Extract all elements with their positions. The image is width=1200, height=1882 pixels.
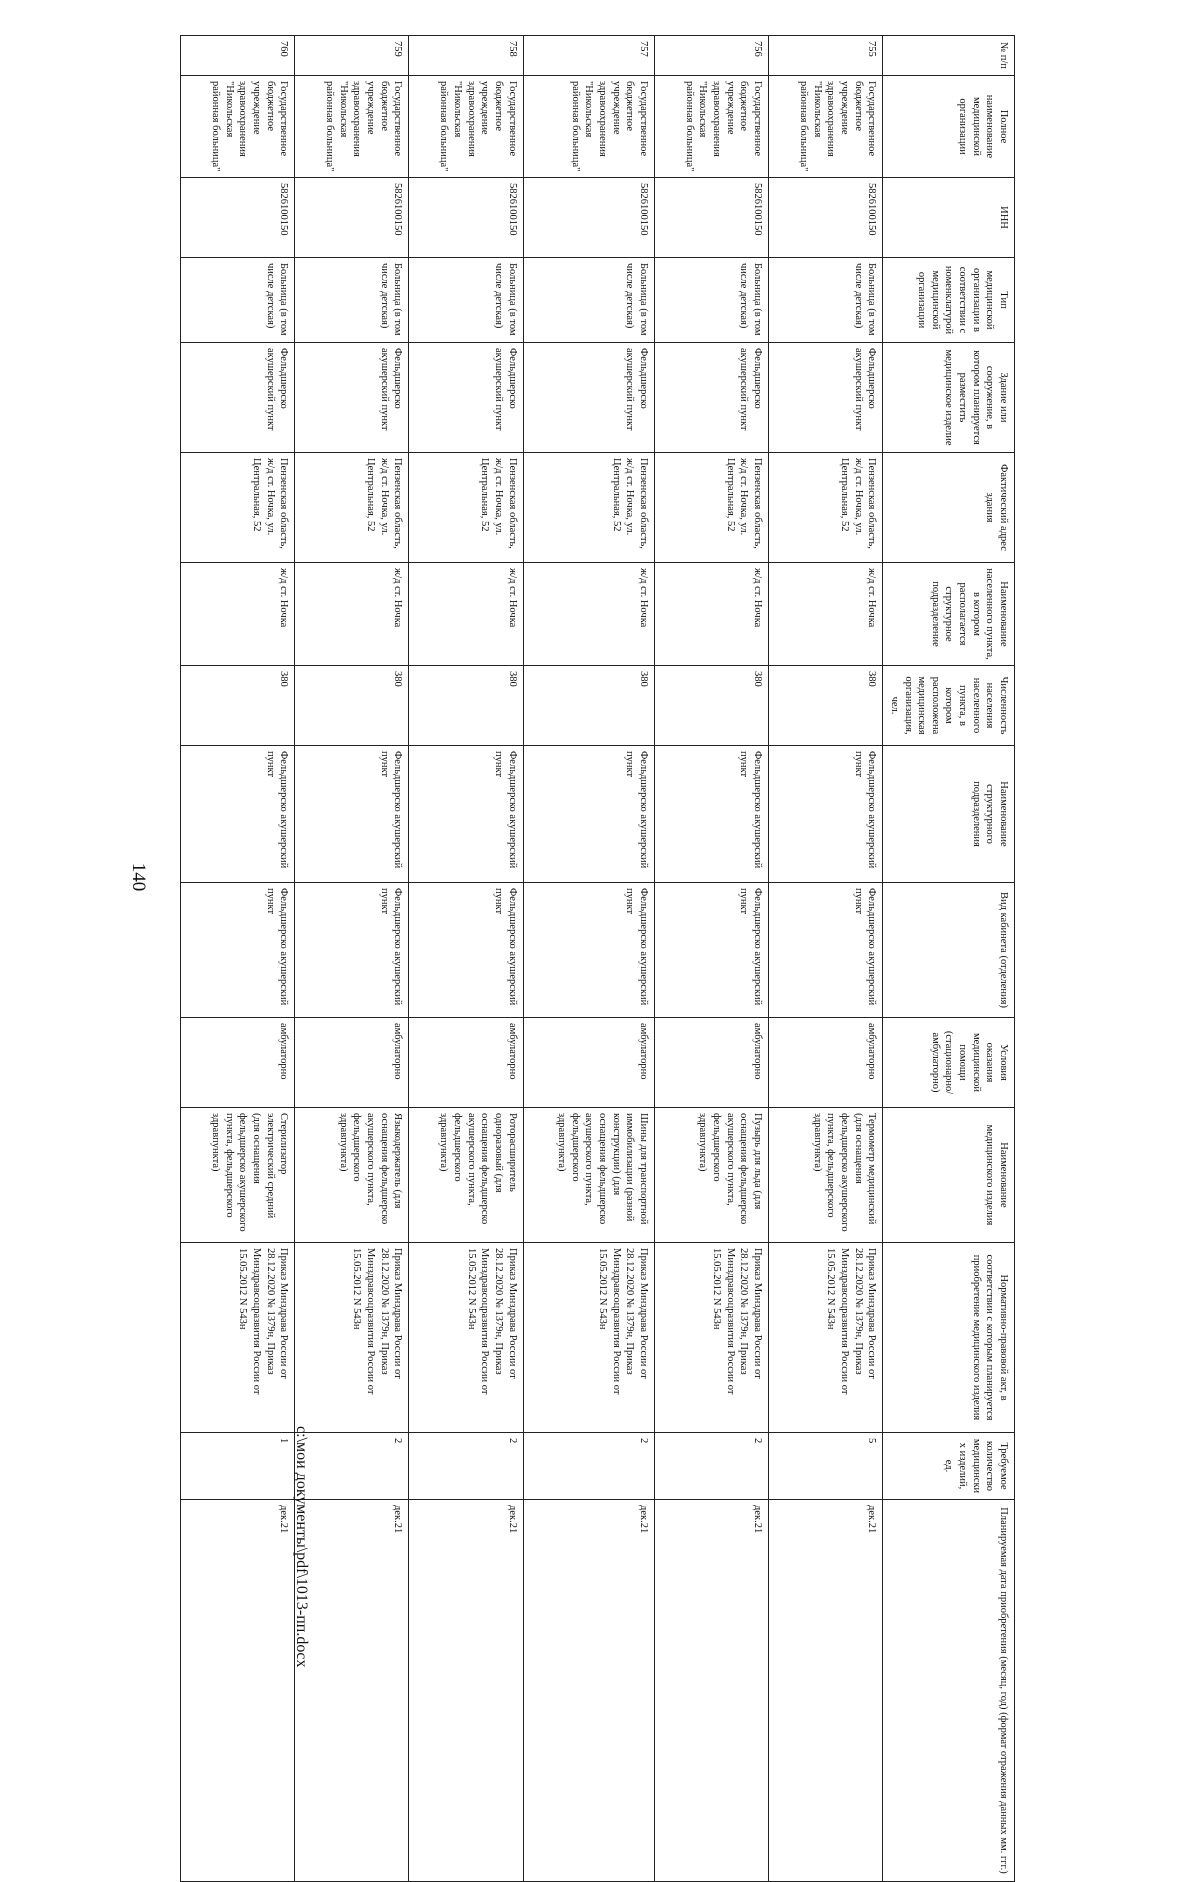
cabinet-type-cell: Фельдшерско акушерский пункт (295, 883, 409, 1018)
organization-name-cell: Государственное бюджетное учреждение здравоохранения "Никольская районная больница" (181, 76, 295, 178)
population-cell: 380 (295, 666, 409, 746)
care-conditions-cell: амбулаторно (523, 1018, 654, 1108)
medical-device-cell: Роторасширитель одноразовый (для оснащения фельдшерско акушерского пункта, фельдшерского здравпункта) (409, 1108, 523, 1243)
column-header: Тип медицинской организации в соответствии с номенклатурой медицинской организации (883, 258, 1015, 343)
organization-name-cell: Государственное бюджетное учреждение здравоохранения "Никольская районная больница" (409, 76, 523, 178)
column-header: Фактический адрес здания (883, 453, 1015, 563)
column-header: Наименование населенного пункта, в котором располагается структурное подразделение (883, 563, 1015, 666)
population-cell: 380 (523, 666, 654, 746)
settlement-cell: ж/д ст. Ночка (654, 563, 768, 666)
population-cell: 380 (409, 666, 523, 746)
organization-name-cell: Государственное бюджетное учреждение здравоохранения "Никольская районная больница" (523, 76, 654, 178)
purchase-date-cell: дек.21 (769, 1500, 883, 1882)
care-conditions-cell: амбулаторно (181, 1018, 295, 1108)
footer-file-path: c:\мои документы\pdf\1013-пп.docx (293, 1426, 310, 1668)
column-header: Требуемое количество медицинских изделий, ед. (883, 1433, 1015, 1500)
legal-act-cell: Приказ Минздрава России от 28.12.2020 № 1379н, Приказ Минздравсоцразвития России от 15.05.2012 N 543н (769, 1243, 883, 1433)
organization-name-cell: Государственное бюджетное учреждение здравоохранения "Никольская районная больница" (295, 76, 409, 178)
inn-cell: 5826100150 (769, 178, 883, 258)
inn-cell: 5826100150 (295, 178, 409, 258)
quantity-cell: 2 (654, 1433, 768, 1500)
subdivision-cell: Фельдшерско акушерский пункт (295, 746, 409, 883)
legal-act-cell: Приказ Минздрава России от 28.12.2020 № 1379н, Приказ Минздравсоцразвития России от 15.05.2012 N 543н (523, 1243, 654, 1433)
organization-type-cell: Больница (в том числе детская) (181, 258, 295, 343)
medical-device-cell: Шины для транспортной иммобилизации (разной конструкции) (для оснащения фельдшерско акушерского пункта, фельдшерского здравпункта) (523, 1108, 654, 1243)
building-cell: Фельдшерско акушерский пункт (295, 343, 409, 453)
population-cell: 380 (769, 666, 883, 746)
row-number-cell: 760 (181, 36, 295, 76)
quantity-cell: 2 (295, 1433, 409, 1500)
organization-type-cell: Больница (в том числе детская) (654, 258, 768, 343)
table-row (295, 36, 409, 1882)
medical-device-cell: Языкодержатель (для оснащения фельдшерско акушерского пункта, фельдшерского здравпункта) (295, 1108, 409, 1243)
medical-device-cell: Стерилизатор электрический средний (для оснащения фельдшерско акушерского пункта, фельдшерского здравпункта) (181, 1108, 295, 1243)
table-header-row (883, 36, 1015, 1882)
legal-act-cell: Приказ Минздрава России от 28.12.2020 № 1379н, Приказ Минздравсоцразвития России от 15.05.2012 N 543н (295, 1243, 409, 1433)
care-conditions-cell: амбулаторно (409, 1018, 523, 1108)
building-cell: Фельдшерско акушерский пункт (654, 343, 768, 453)
purchase-date-cell: дек.21 (654, 1500, 768, 1882)
column-header: Планируемая дата приобретения (месяц, год) (формат отражения данных мм. ггг.) (883, 1500, 1015, 1882)
column-header: Условия оказания медицинской помощи (стационарно/ амбулаторно) (883, 1018, 1015, 1108)
row-number-cell: 757 (523, 36, 654, 76)
column-header: Здание или сооружение, в котором планируется разместить медицинское изделие (883, 343, 1015, 453)
building-cell: Фельдшерско акушерский пункт (181, 343, 295, 453)
legal-act-cell: Приказ Минздрава России от 28.12.2020 № 1379н, Приказ Минздравсоцразвития России от 15.05.2012 N 543н (654, 1243, 768, 1433)
address-cell: Пензенская область, ж/д ст. Ночка, ул. Центральная, 52 (654, 453, 768, 563)
population-cell: 380 (654, 666, 768, 746)
row-number-cell: 758 (409, 36, 523, 76)
inn-cell: 5826100150 (654, 178, 768, 258)
table-row (523, 36, 654, 1882)
medical-device-cell: Пузырь для льда (для оснащения фельдшерско акушерского пункта, фельдшерского здравпункта) (654, 1108, 768, 1243)
subdivision-cell: Фельдшерско акушерский пункт (769, 746, 883, 883)
building-cell: Фельдшерско акушерский пункт (769, 343, 883, 453)
address-cell: Пензенская область, ж/д ст. Ночка, ул. Центральная, 52 (409, 453, 523, 563)
subdivision-cell: Фельдшерско акушерский пункт (523, 746, 654, 883)
organization-name-cell: Государственное бюджетное учреждение здравоохранения "Никольская районная больница" (654, 76, 768, 178)
settlement-cell: ж/д ст. Ночка (769, 563, 883, 666)
population-cell: 380 (181, 666, 295, 746)
purchase-date-cell: дек.21 (181, 1500, 295, 1882)
table-row (769, 36, 883, 1882)
organization-type-cell: Больница (в том числе детская) (769, 258, 883, 343)
organization-name-cell: Государственное бюджетное учреждение здравоохранения "Никольская районная больница" (769, 76, 883, 178)
care-conditions-cell: амбулаторно (295, 1018, 409, 1108)
inn-cell: 5826100150 (181, 178, 295, 258)
inn-cell: 5826100150 (409, 178, 523, 258)
address-cell: Пензенская область, ж/д ст. Ночка, ул. Центральная, 52 (523, 453, 654, 563)
cabinet-type-cell: Фельдшерско акушерский пункт (409, 883, 523, 1018)
column-header: Наименование структурного подразделения (883, 746, 1015, 883)
building-cell: Фельдшерско акушерский пункт (409, 343, 523, 453)
organization-type-cell: Больница (в том числе детская) (409, 258, 523, 343)
organization-type-cell: Больница (в том числе детская) (523, 258, 654, 343)
quantity-cell: 2 (409, 1433, 523, 1500)
subdivision-cell: Фельдшерско акушерский пункт (654, 746, 768, 883)
care-conditions-cell: амбулаторно (654, 1018, 768, 1108)
settlement-cell: ж/д ст. Ночка (409, 563, 523, 666)
purchase-date-cell: дек.21 (523, 1500, 654, 1882)
quantity-cell: 1 (181, 1433, 295, 1500)
table-row (654, 36, 768, 1882)
purchase-date-cell: дек.21 (295, 1500, 409, 1882)
column-header: ИНН (883, 178, 1015, 258)
inn-cell: 5826100150 (523, 178, 654, 258)
building-cell: Фельдшерско акушерский пункт (523, 343, 654, 453)
purchase-date-cell: дек.21 (409, 1500, 523, 1882)
subdivision-cell: Фельдшерско акушерский пункт (181, 746, 295, 883)
medical-device-cell: Термометр медицинский (для оснащения фельдшерско акушерского пункта, фельдшерского здравпункта) (769, 1108, 883, 1243)
address-cell: Пензенская область, ж/д ст. Ночка, ул. Центральная, 52 (295, 453, 409, 563)
quantity-cell: 5 (769, 1433, 883, 1500)
row-number-cell: 759 (295, 36, 409, 76)
cabinet-type-cell: Фельдшерско акушерский пункт (769, 883, 883, 1018)
table-row (409, 36, 523, 1882)
organization-type-cell: Больница (в том числе детская) (295, 258, 409, 343)
cabinet-type-cell: Фельдшерско акушерский пункт (181, 883, 295, 1018)
column-header: Наименование медицинского изделия (883, 1108, 1015, 1243)
quantity-cell: 2 (523, 1433, 654, 1500)
cabinet-type-cell: Фельдшерско акушерский пункт (654, 883, 768, 1018)
settlement-cell: ж/д ст. Ночка (295, 563, 409, 666)
cabinet-type-cell: Фельдшерско акушерский пункт (523, 883, 654, 1018)
column-header: Вид кабинета (отделения) (883, 883, 1015, 1018)
address-cell: Пензенская область, ж/д ст. Ночка, ул. Центральная, 52 (769, 453, 883, 563)
care-conditions-cell: амбулаторно (769, 1018, 883, 1108)
legal-act-cell: Приказ Минздрава России от 28.12.2020 № 1379н, Приказ Минздравсоцразвития России от 15.05.2012 N 543н (181, 1243, 295, 1433)
row-number-cell: 755 (769, 36, 883, 76)
row-number-cell: 756 (654, 36, 768, 76)
page-number: 140 (128, 862, 149, 892)
address-cell: Пензенская область, ж/д ст. Ночка, ул. Центральная, 52 (181, 453, 295, 563)
column-header: Численность населения населенного пункта, в котором расположена медицинская организация, чел. (883, 666, 1015, 746)
settlement-cell: ж/д ст. Ночка (523, 563, 654, 666)
legal-act-cell: Приказ Минздрава России от 28.12.2020 № 1379н, Приказ Минздравсоцразвития России от 15.05.2012 N 543н (409, 1243, 523, 1433)
table-row (181, 36, 295, 1882)
column-header: № п/п (883, 36, 1015, 76)
settlement-cell: ж/д ст. Ночка (181, 563, 295, 666)
column-header: Нормативно-правовой акт, в соответствии с которым планируется приобретение медицинского изделия (883, 1243, 1015, 1433)
subdivision-cell: Фельдшерско акушерский пункт (409, 746, 523, 883)
column-header: Полное наименование медицинской организации (883, 76, 1015, 178)
